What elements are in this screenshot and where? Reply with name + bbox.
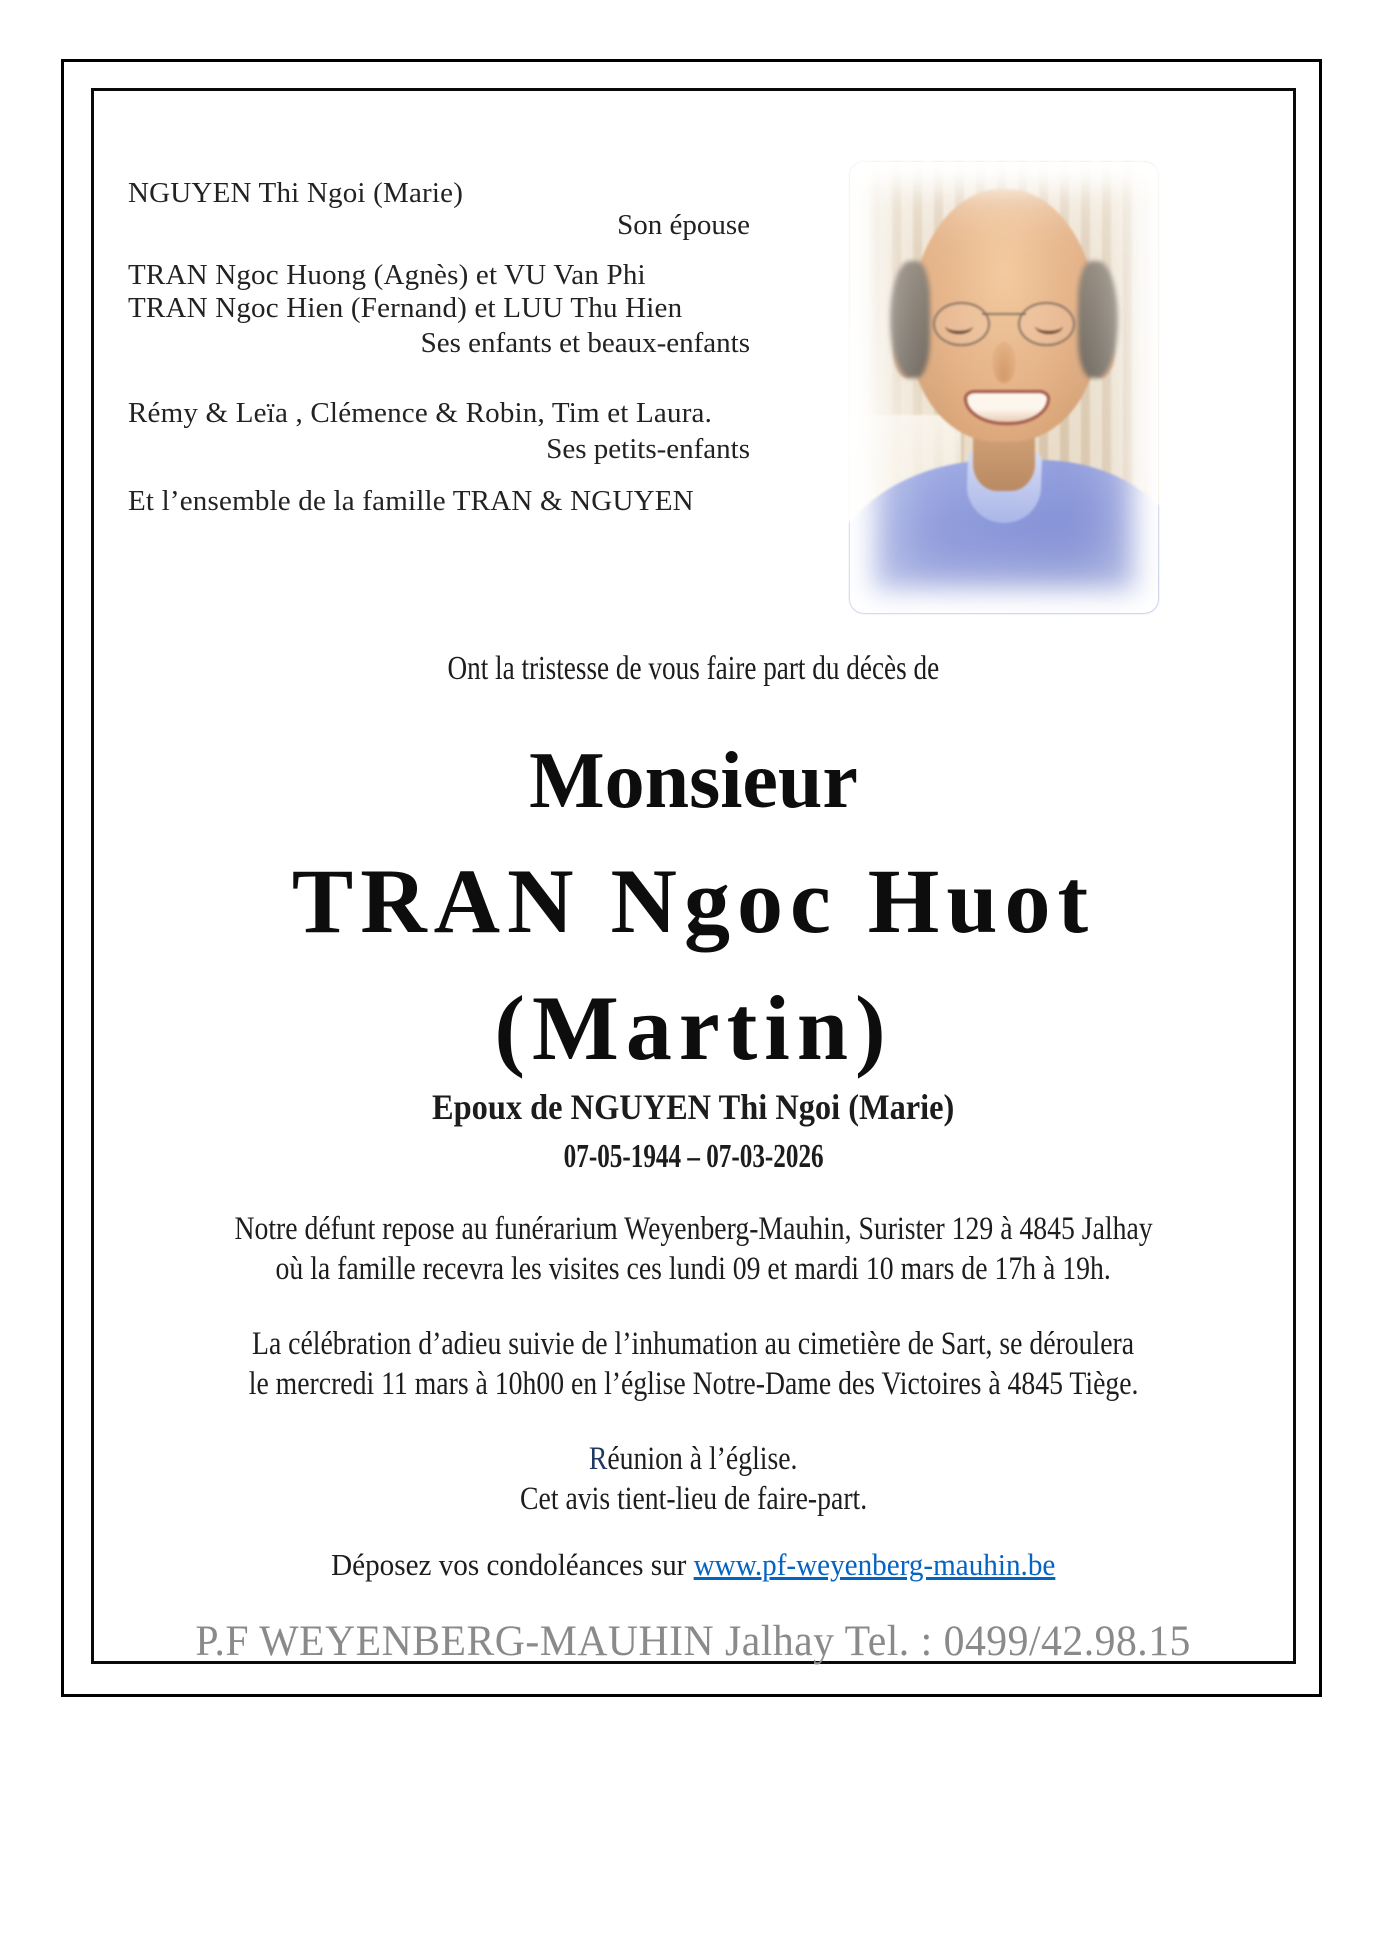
grandchildren-names-line: Rémy & Leïa , Clémence & Robin, Tim et Laura.	[128, 397, 713, 429]
ceremony-line-2-text: le mercredi 11 mars à 10h00 en l’église Notre-Dame des Victoires à 4845 Tiège.	[248, 1366, 1139, 1402]
notice-line-text: Cet avis tient-lieu de faire-part.	[519, 1481, 868, 1517]
deceased-nickname: (Martin)	[494, 977, 893, 1079]
life-dates-line	[91, 1137, 1296, 1177]
condolences-line-text	[331, 1546, 1055, 1584]
child-line-1: TRAN Ngoc Huong (Agnès) et VU Van Phi	[128, 259, 646, 291]
portrait-vignette	[850, 162, 1158, 613]
deceased-name: TRAN Ngoc Huot	[291, 850, 1096, 952]
spouse-label: Son épouse	[617, 209, 750, 241]
repose-line-1-text: Notre défunt repose au funérarium Weyenberg-Mauhin, Surister 129 à 4845 Jalhay	[234, 1211, 1153, 1247]
reunion-rest-text: éunion à l’église.	[607, 1441, 798, 1477]
repose-line-2	[91, 1249, 1296, 1289]
ceremony-line-1-text: La célébration d’adieu suivie de l’inhumation au cimetière de Sart, se déroulera	[252, 1326, 1135, 1362]
repose-line-1	[91, 1209, 1296, 1249]
reunion-line	[91, 1439, 1296, 1479]
announcement-intro-text: Ont la tristesse de vous faire part du décès de	[447, 650, 940, 687]
children-label: Ses enfants et beaux-enfants	[420, 327, 750, 359]
funeral-home-footer	[91, 1617, 1296, 1667]
spouse-of-line	[91, 1085, 1296, 1129]
condolences-prefix-text: Déposez vos condoléances sur	[331, 1547, 694, 1582]
announcement-intro	[91, 649, 1296, 689]
condolences-line	[91, 1546, 1296, 1584]
spouse-of-text: Epoux de NGUYEN Thi Ngoi (Marie)	[432, 1087, 955, 1127]
reunion-line-text	[589, 1439, 798, 1479]
grandchildren-label: Ses petits-enfants	[546, 433, 750, 465]
child-line-2: TRAN Ngoc Hien (Fernand) et LUU Thu Hien	[128, 292, 683, 324]
repose-line-2-text: où la famille recevra les visites ces lundi 09 et mardi 10 mars de 17h à 19h.	[275, 1251, 1112, 1287]
ceremony-line-1	[91, 1324, 1296, 1364]
reunion-initial-letter: R	[589, 1441, 608, 1477]
extended-family-line: Et l’ensemble de la famille TRAN & NGUYEN	[128, 485, 694, 517]
notice-line	[91, 1479, 1296, 1519]
portrait-photo	[850, 162, 1158, 613]
civility-title: Monsieur	[529, 737, 858, 825]
condolences-website-link[interactable]: www.pf-weyenberg-mauhin.be	[693, 1547, 1056, 1582]
ceremony-line-2	[91, 1364, 1296, 1404]
funeral-home-footer-text: P.F WEYENBERG-MAUHIN Jalhay Tel. : 0499/42.98.15	[195, 1618, 1192, 1665]
spouse-name-line: NGUYEN Thi Ngoi (Marie)	[128, 177, 464, 209]
life-dates-text: 07-05-1944 – 07-03-2026	[563, 1138, 824, 1175]
